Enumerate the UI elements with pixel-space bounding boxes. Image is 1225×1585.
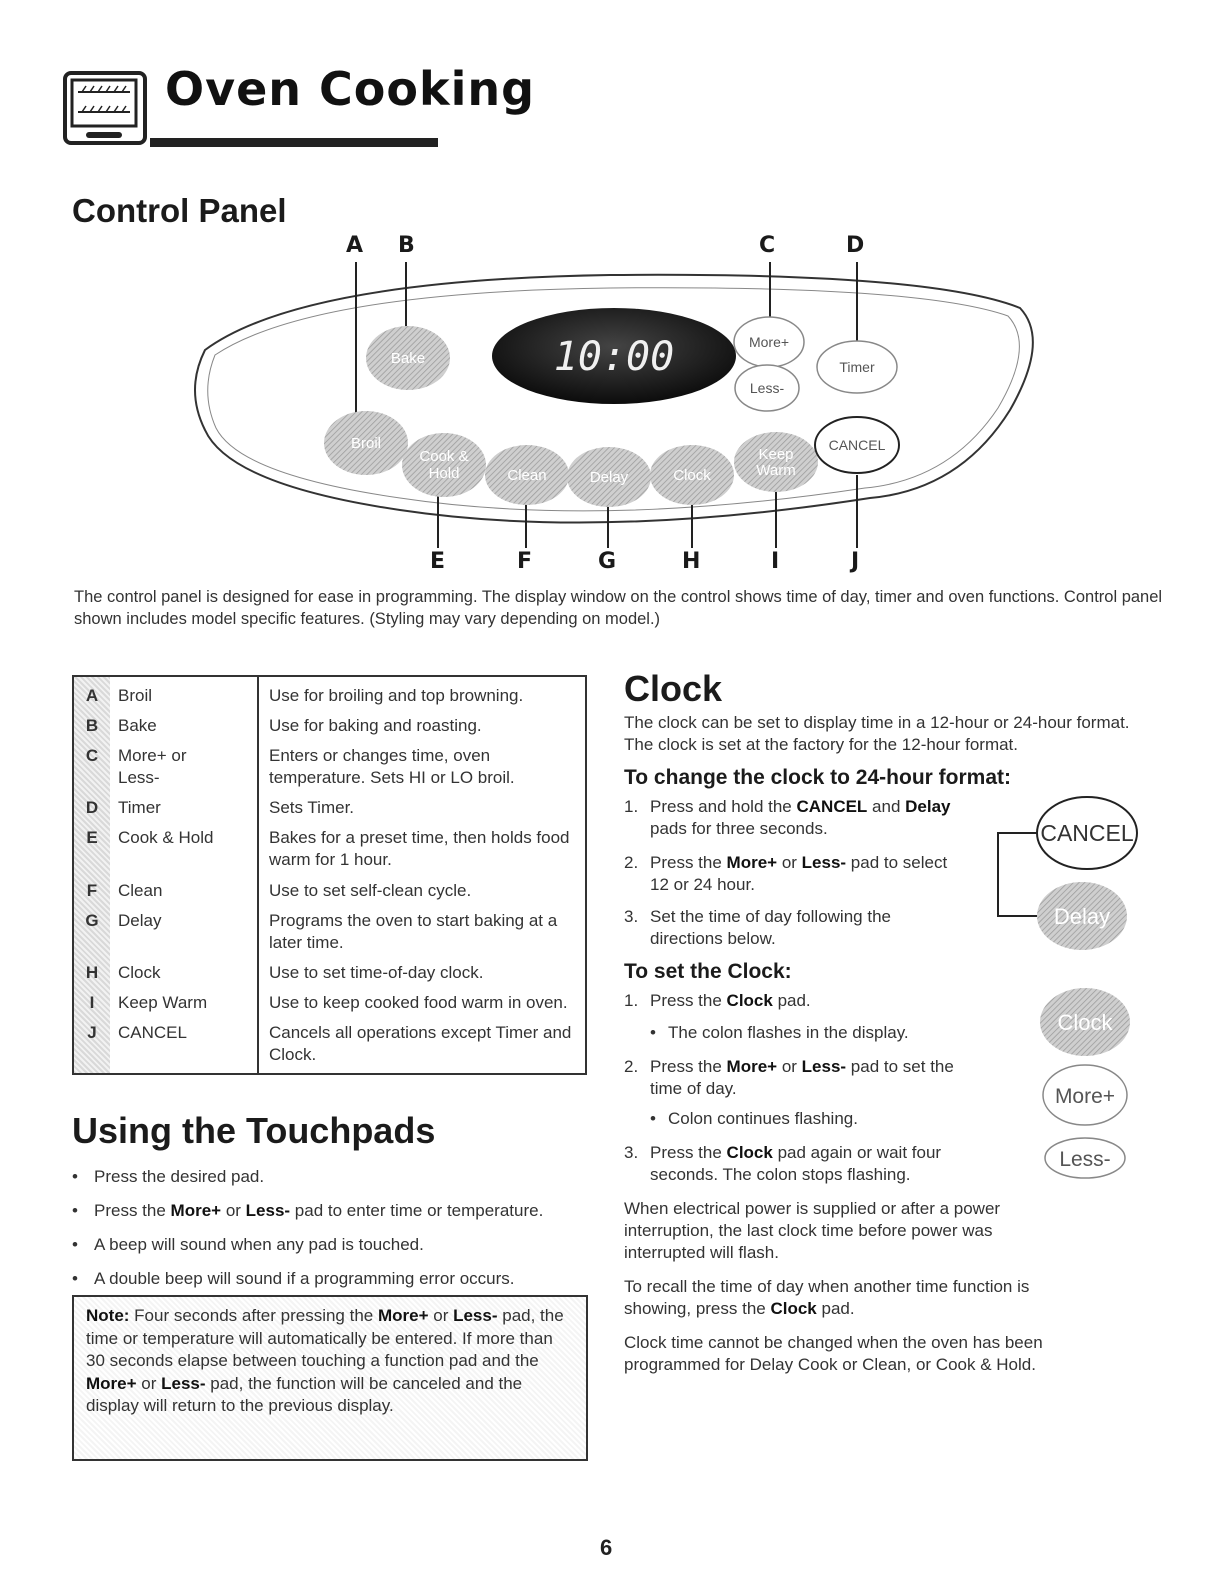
delay-paragraph: Clock time cannot be changed when the oven has been programmed for Delay Cook or Clean, or Cook & Hold. (624, 1333, 1043, 1374)
oven-icon (62, 70, 152, 150)
callout-a: A (346, 233, 364, 258)
format-subheading: To change the clock to 24-hour format: (624, 766, 1011, 789)
clock-pad[interactable] (650, 445, 734, 505)
callout-f: F (517, 549, 533, 574)
recall-paragraph: To recall the time of day when another time function is showing, press the Clock pad. (624, 1277, 1030, 1318)
clean-pad[interactable] (485, 445, 569, 505)
clock-pad-illustration (1040, 988, 1130, 1056)
callout-b: B (398, 233, 415, 258)
svg-text:Warm: Warm (756, 462, 796, 479)
svg-text:Hold: Hold (428, 465, 460, 482)
set-step-2: 2. Press the More+ or Less- pad to set the time of day. (624, 1057, 954, 1098)
callout-g: G (598, 549, 617, 574)
page-title: Oven Cooking (165, 62, 536, 116)
svg-text:Delay: Delay (589, 469, 629, 486)
callout-e: E (430, 549, 446, 574)
bake-pad[interactable] (366, 326, 450, 390)
timer-pad[interactable] (817, 341, 897, 393)
svg-text:Cook &: Cook & (419, 448, 469, 465)
svg-text:Delay: Delay (1053, 904, 1111, 929)
format-step-3: 3. Set the time of day following the directions below. (624, 907, 891, 948)
svg-text:Clean: Clean (507, 467, 547, 484)
set-step-1-note: • The colon flashes in the display. (650, 1022, 970, 1044)
title-rule (150, 138, 438, 147)
table-divider (257, 677, 259, 1073)
more-pad-illustration (1043, 1065, 1127, 1125)
clock-heading: Clock (624, 668, 723, 709)
svg-text:Bake: Bake (390, 350, 426, 367)
svg-text:More+: More+ (1054, 1085, 1116, 1108)
svg-text:Broil: Broil (350, 435, 382, 452)
svg-text:CANCEL: CANCEL (828, 437, 886, 453)
set-step-1: 1. Press the Clock pad. (624, 991, 811, 1010)
more-pad[interactable] (734, 317, 804, 367)
svg-text:Clock: Clock (673, 467, 711, 484)
svg-text:Timer: Timer (839, 359, 875, 375)
list-item: • A beep will sound when any pad is touched. (74, 1234, 594, 1256)
display-time: 10:00 (553, 334, 675, 380)
broil-pad[interactable] (324, 411, 408, 475)
svg-text:CANCEL: CANCEL (1040, 820, 1134, 846)
callout-c: C (759, 233, 776, 258)
page-number: 6 (600, 1535, 613, 1560)
keep-warm-pad[interactable] (734, 432, 818, 492)
control-panel-diagram (0, 230, 1225, 580)
set-clock-subheading: To set the Clock: (624, 960, 792, 983)
format-step-2: 2. Press the More+ or Less- pad to select 12 or 24 hour. (624, 853, 948, 894)
set-step-3: 3. Press the Clock pad again or wait four seconds. The colon stops flashing. (624, 1143, 942, 1184)
svg-text:Less-: Less- (749, 380, 785, 396)
delay-pad[interactable] (567, 447, 651, 507)
svg-text:Keep: Keep (758, 446, 794, 463)
callout-i: I (771, 549, 780, 574)
list-item: • Press the More+ or Less- pad to enter time or temperature. (74, 1200, 594, 1222)
delay-pad-illustration (1037, 882, 1127, 950)
cancel-pad[interactable] (815, 417, 899, 473)
less-pad[interactable] (735, 365, 799, 411)
format-step-1: 1. Press and hold the CANCEL and Delay pads for three seconds. (624, 797, 951, 838)
control-panel-description: The control panel is designed for ease in programming. The display window on the control shows time of day, timer and oven functions. Control panel shown includes model specific features. (Styling may vary depending on model.) (74, 588, 1163, 628)
feature-table: A Broil Use for broiling and top browning. B Bake Use for baking and roasting. C More+ or Less- Enters or changes time, oven temperature. Sets HI or LO broil. D Timer Sets Timer. E Cook & Hold Bakes for a preset time, then holds food warm for 1 hour. F Clean Use to set self-clean cycle. G Delay Programs the oven to start baking at a later time. H Clock Use to set time-of-day clock. I Keep Warm Use to keep cooked food warm in oven. J CANCEL Cancels all operations except Timer and Clock. (72, 675, 587, 1075)
note-box: Note: Four seconds after pressing the More+ or Less- pad, the time or temperature will automatically be entered. If more than 30 seconds elapse between touching a function pad and the More+ or Less- pad, the function will be canceled and the display will return to the previous display. (72, 1295, 588, 1461)
list-item: • A double beep will sound if a programming error occurs. (74, 1268, 594, 1290)
clock-intro: The clock can be set to display time in a 12-hour or 24-hour format. The clock is set at the factory for the 12-hour format. (624, 713, 1130, 754)
list-item: • Press the desired pad. (74, 1166, 594, 1188)
touchpads-heading: Using the Touchpads (72, 1110, 436, 1151)
power-paragraph: When electrical power is supplied or after a power interruption, the last clock time before power was interrupted will flash. (624, 1199, 1001, 1262)
cook-hold-pad[interactable] (402, 433, 486, 497)
control-panel-heading: Control Panel (72, 192, 287, 229)
svg-text:Clock: Clock (1057, 1010, 1113, 1035)
callout-j: J (851, 549, 860, 574)
svg-text:More+: More+ (748, 334, 790, 350)
less-pad-illustration (1045, 1138, 1125, 1178)
clock-pad-illustrations (990, 790, 1140, 1180)
svg-text:Less-: Less- (1059, 1148, 1111, 1171)
callout-h: H (682, 549, 701, 574)
cancel-pad-illustration (1037, 797, 1137, 869)
set-step-2-note: • Colon continues flashing. (650, 1108, 970, 1130)
callout-d: D (846, 233, 865, 258)
